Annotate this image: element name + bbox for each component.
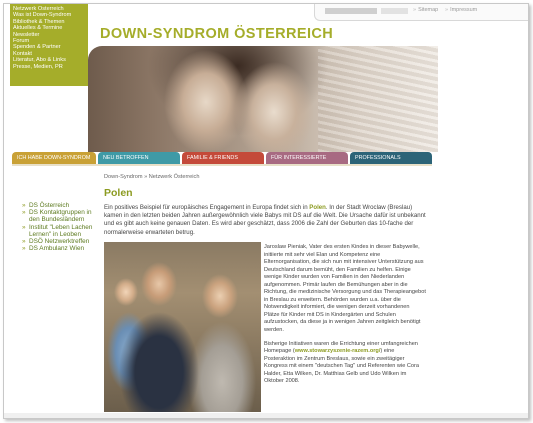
- tab-ich-habe-ds[interactable]: ICH HABE DOWN-SYNDROM: [12, 152, 96, 164]
- hero-photo: [88, 46, 438, 152]
- page-title: Polen: [104, 187, 133, 199]
- impressum-label: Impressum: [450, 7, 478, 13]
- nav-item-was-ist-ds[interactable]: Was ist Down-Syndrom: [13, 12, 72, 19]
- tab-neu-betroffen[interactable]: NEU BETROFFEN: [98, 152, 180, 164]
- intro-text-start: Ein positives Beispiel für europäisches Engagement in Europa findet sich in: [104, 204, 310, 211]
- paragraph-2-end: ) eine Posteraktion im Zentrum Breslaus, sowie ein zweitägiger Kongress mit einem "deutschen Tag" und Referenten wie Cora Halder, Etta Wilken, Dr. Matthias Gelb und Udo Wilken im Oktober 2008.: [264, 348, 419, 385]
- nav-item-newsletter[interactable]: Newsletter: [13, 31, 40, 38]
- article-paragraph-1: Jaroslaw Pieniak, Vater des ersten Kindes in dieser Babywelle, initiierte mit sehr viel Elan und Kompetenz eine Elternorganisation, die sich nun mit intensiver Unterstützung aus Deutschland darum bemüht, den Familien zu helfen. Einige wenige Kinder wurden von Familien in den Niederlanden aufgenommen. Primär laufen die Bemühungen aber in die Richtung, die medizinische Versorgung und das Therapieangebot in Breslau zu erweitern. Behörden wurden u.a. über die Notwendigkeit informiert, die wenigen derzeit vorhandenen Plätze für Kinder mit DS in Kindergärten und Schulen aufzustocken, da diese ja in wenigen Jahren zeitgleich benötigt werden.: [264, 244, 426, 334]
- nav-item-netzwerk[interactable]: Netzwerk Österreich: [13, 6, 64, 12]
- paragraph-2-start: Bisherige Initiativen waren die Errichtung einer umfangreichen Homepage (: [264, 340, 418, 355]
- family-photo: [104, 242, 261, 412]
- intro-text-end: . In der Stadt Wroclaw (Breslau) kamen in den letzten beiden Jahren außergewöhnlich viele Babys mit DS auf die Welt. Die Ursache dafür ist unbekannt und es gibt auch keine genauen Daten. Es wird aber geschätzt, dass 2006 die Zahl der Geburten das 10-fache der normalerweise erwarteten betrug.: [104, 204, 426, 236]
- tab-professionals[interactable]: PROFESSIONALS: [350, 152, 432, 164]
- audience-tabs: [12, 152, 432, 164]
- sitemap-link[interactable]: [413, 7, 438, 13]
- browser-page: [3, 3, 529, 419]
- sidebar-navigation: [22, 202, 102, 252]
- horizontal-scrollbar[interactable]: [4, 413, 528, 418]
- tab-familie-friends[interactable]: FAMILIE & FRIENDS: [182, 152, 264, 164]
- intro-paragraph: [104, 204, 426, 237]
- top-utility-bar: [314, 4, 529, 21]
- sidebar-item-institut[interactable]: » Institut "Leben Lachen Lernen" in Leoben: [22, 224, 102, 238]
- nav-item-presse[interactable]: Presse, Medien, PR: [13, 63, 63, 70]
- homepage-link[interactable]: www.stowarzyszenie-razem.org/: [294, 348, 381, 355]
- nav-item-aktuelles[interactable]: Aktuelles & Termine: [13, 25, 63, 32]
- impressum-link[interactable]: [445, 7, 477, 13]
- sidebar-item-netzwerktreffen[interactable]: » DSÖ Netzwerktreffen: [22, 238, 102, 245]
- breadcrumb: Down-Syndrom » Netzwerk Österreich: [104, 174, 200, 180]
- nav-item-forum[interactable]: Forum: [13, 38, 30, 45]
- search-input[interactable]: [325, 8, 377, 14]
- article-paragraph-2: [264, 341, 426, 386]
- tab-underline: [12, 164, 432, 166]
- nav-item-bibliothek[interactable]: Bibliothek & Themen: [13, 18, 65, 25]
- nav-item-literatur[interactable]: Literatur, Abo & Links: [13, 57, 66, 64]
- nav-item-kontakt[interactable]: Kontakt: [13, 50, 32, 57]
- site-title[interactable]: DOWN-SYNDROM ÖSTERREICH: [100, 26, 334, 42]
- hero-photo-water: [318, 46, 438, 152]
- article-body: [264, 244, 426, 392]
- sidebar-item-kontaktgruppen[interactable]: » DS Kontaktgruppen in den Bundesländern: [22, 209, 102, 223]
- tab-fuer-interessierte[interactable]: FÜR INTERESSIERTE: [266, 152, 348, 164]
- sidebar-item-ambulanz[interactable]: » DS Ambulanz Wien: [22, 245, 102, 252]
- nav-item-spenden[interactable]: Spenden & Partner: [13, 44, 61, 51]
- bullet-icon: »: [413, 7, 417, 13]
- sidebar-item-ds-oesterreich[interactable]: » DS Österreich: [22, 202, 102, 209]
- intro-highlight-link[interactable]: Polen: [309, 204, 326, 211]
- top-navigation: [10, 4, 88, 86]
- search-button[interactable]: [381, 8, 408, 14]
- bullet-icon: »: [445, 7, 449, 13]
- sitemap-label: Sitemap: [418, 7, 439, 13]
